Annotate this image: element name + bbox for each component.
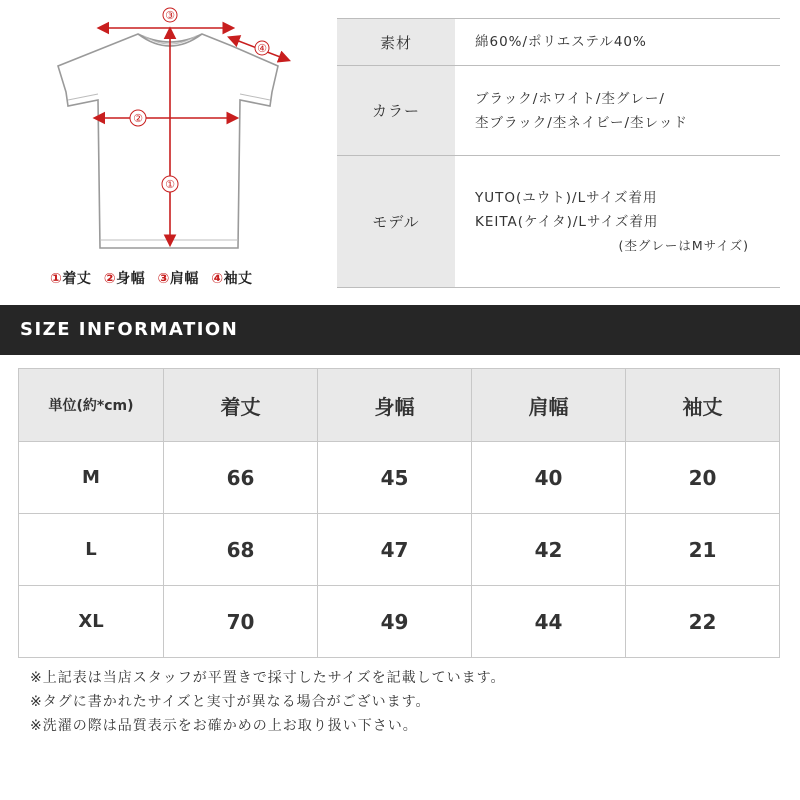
table-cell: 42	[472, 514, 626, 586]
spec-label-color: カラー	[337, 66, 455, 156]
table-cell: 44	[472, 586, 626, 658]
spec-row-color	[337, 66, 780, 156]
tshirt-body	[58, 34, 278, 248]
size-information-header	[0, 305, 800, 355]
table-row	[19, 586, 780, 658]
spec-label-model: モデル	[337, 156, 455, 288]
spec-value-material: 綿60%/ポリエステル40%	[455, 19, 780, 66]
table-cell: 47	[318, 514, 472, 586]
legend-item-shoulder-width: ③肩幅	[157, 271, 199, 287]
spec-value-model	[455, 156, 780, 288]
note-line: ※タグに書かれたサイズと実寸が異なる場合がございます。	[30, 694, 431, 710]
column-header-shoulder-width: 肩幅	[472, 369, 626, 442]
measurement-legend	[50, 268, 260, 288]
notes	[30, 666, 506, 738]
spec-label-material: 素材	[337, 19, 455, 66]
marker-3: ③	[165, 9, 175, 22]
column-header-length: 着丈	[164, 369, 318, 442]
legend-item-body-width: ②身幅	[103, 271, 146, 287]
product-spec-table	[337, 18, 780, 288]
size-table-header	[19, 369, 780, 442]
column-header-sleeve-length: 袖丈	[626, 369, 780, 442]
table-cell: 40	[472, 442, 626, 514]
size-label: XL	[19, 586, 164, 658]
table-cell: 66	[164, 442, 318, 514]
spec-value-color	[455, 66, 780, 156]
model-line-2: KEITA(ケイタ)/Lサイズ着用	[475, 213, 659, 230]
table-cell: 68	[164, 514, 318, 586]
table-cell: 45	[318, 442, 472, 514]
table-cell: 21	[626, 514, 780, 586]
tshirt-measurement-diagram	[0, 0, 330, 300]
table-row	[19, 514, 780, 586]
legend-item-sleeve-length: ④袖丈	[211, 271, 253, 287]
note-line: ※洗濯の際は品質表示をお確かめの上お取り扱い下さい。	[30, 718, 418, 734]
note-line: ※上記表は当店スタッフが平置きで採寸したサイズを記載しています。	[30, 670, 506, 686]
size-label: M	[19, 442, 164, 514]
size-information-title: SIZE INFORMATION	[20, 319, 239, 340]
table-cell: 49	[318, 586, 472, 658]
marker-2: ②	[133, 112, 143, 125]
color-line-1: ブラック/ホワイト/杢グレー/	[475, 90, 665, 107]
color-line-2: 杢ブラック/杢ネイビー/杢レッド	[475, 114, 688, 131]
table-cell: 22	[626, 586, 780, 658]
size-label: L	[19, 514, 164, 586]
legend-item-length: ①着丈	[50, 271, 92, 287]
size-table	[18, 368, 780, 658]
marker-4: ④	[257, 42, 267, 55]
spec-row-model	[337, 156, 780, 288]
table-row	[19, 442, 780, 514]
spec-row-material	[337, 19, 780, 66]
model-note: (杢グレーはMサイズ)	[618, 237, 749, 253]
marker-1: ①	[165, 178, 175, 191]
column-header-body-width: 身幅	[318, 369, 472, 442]
table-cell: 70	[164, 586, 318, 658]
tshirt-outline	[0, 0, 330, 265]
table-cell: 20	[626, 442, 780, 514]
unit-label: 単位(約*cm)	[19, 369, 164, 442]
model-line-1: YUTO(ユウト)/Lサイズ着用	[475, 189, 658, 206]
